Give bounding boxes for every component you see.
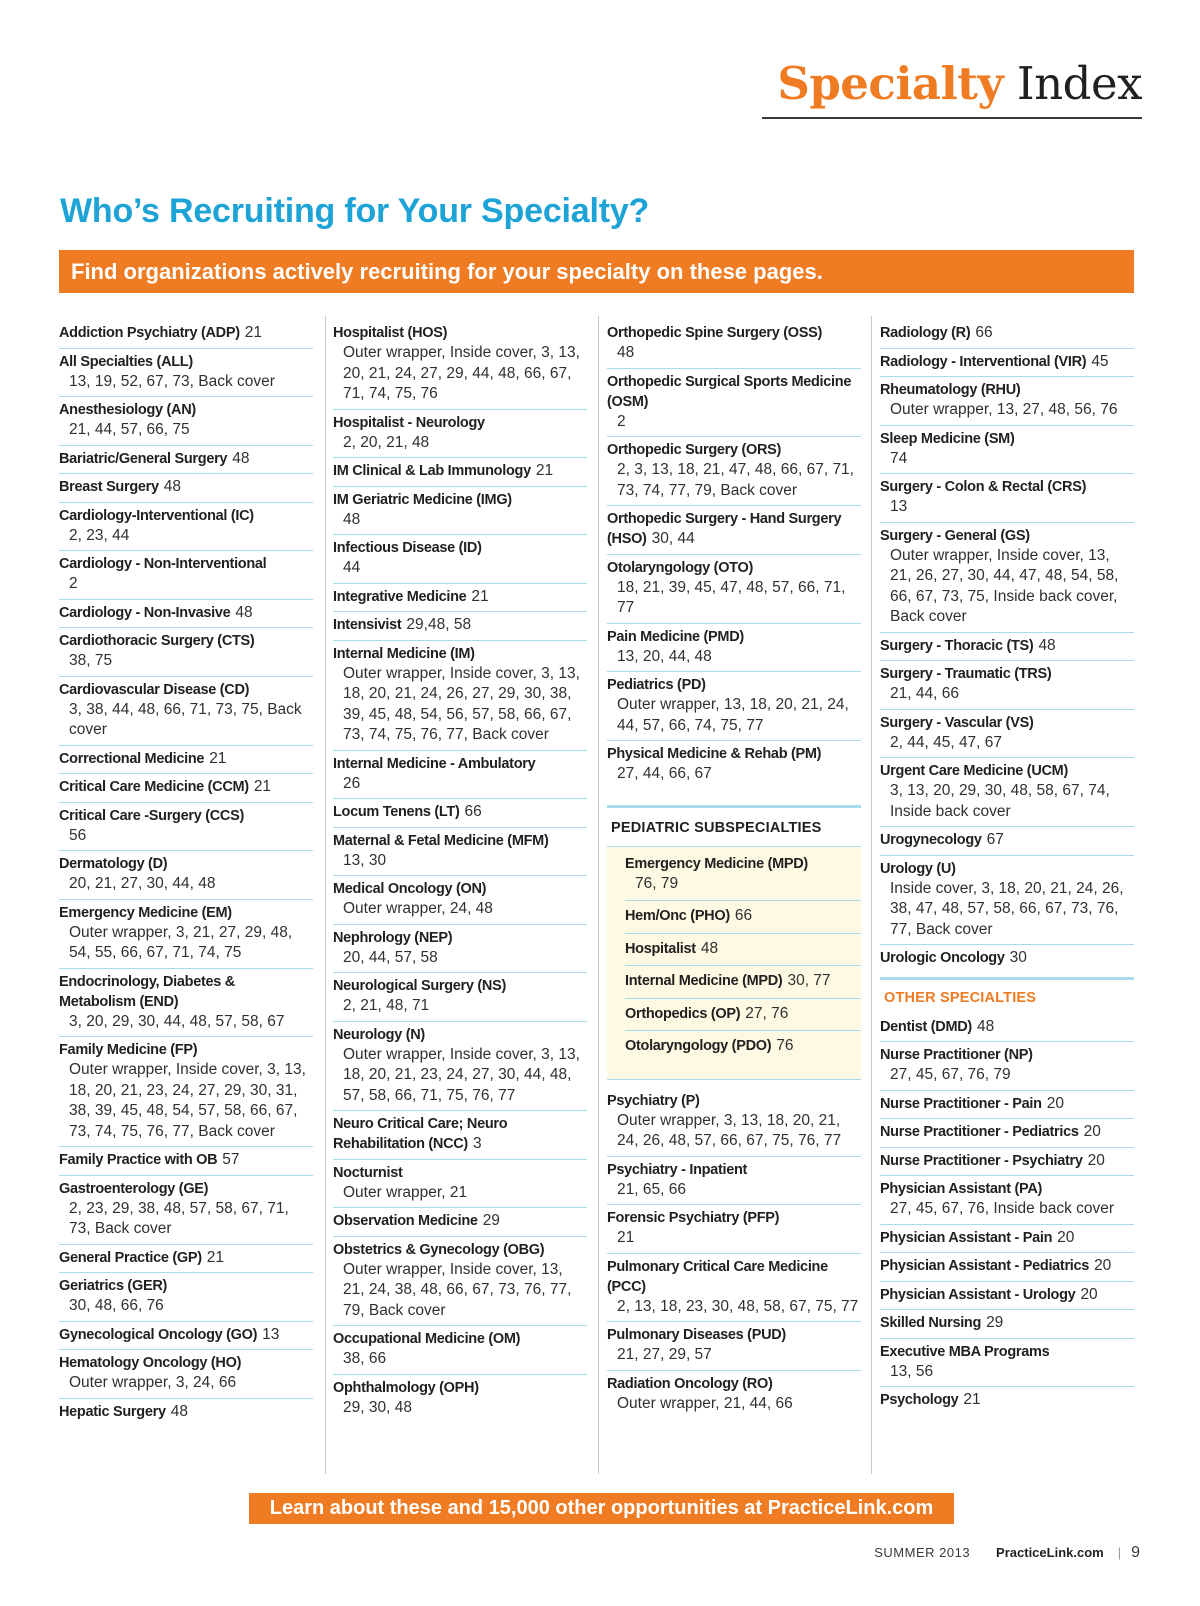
pediatric-subspecialties-heading: PEDIATRIC SUBSPECIALTIES [607, 805, 861, 847]
page-references: 27, 44, 66, 67 [617, 765, 712, 782]
index-entry [607, 1157, 861, 1206]
specialty-name: Observation Medicine [333, 1213, 478, 1229]
index-entry [607, 506, 861, 555]
index-entry [333, 584, 587, 613]
page-references: 2, 21, 48, 71 [343, 997, 430, 1014]
index-entry [59, 600, 313, 629]
index-entry [333, 1022, 587, 1112]
specialty-name: Surgery - Thoracic (TS) [880, 637, 1034, 654]
index-entry [880, 1225, 1134, 1254]
page-references: 66 [975, 324, 993, 341]
page-references: 2, 23, 44 [69, 526, 130, 544]
index-entry [625, 849, 861, 902]
index-entry [59, 1176, 313, 1245]
index-entry [59, 628, 313, 677]
page-references: 48 [343, 510, 361, 528]
specialty-name: Correctional Medicine [59, 750, 205, 767]
index-entry [59, 1245, 313, 1274]
specialty-name: Gastroenterology (GE) [59, 1180, 209, 1197]
index-entry [333, 1375, 587, 1423]
specialty-name: Neuro Critical Care; Neuro Rehabilitation (NCC) [333, 1116, 508, 1152]
index-entry [607, 320, 861, 369]
page-references: 21 [617, 1229, 635, 1246]
page-references: Inside cover, 3, 18, 20, 21, 24, 26, 38, 47, 48, 57, 58, 66, 67, 73, 76, 77, Back cover [890, 879, 1124, 938]
specialty-name: Orthopedic Surgery - Hand Surgery (HSO) [607, 511, 842, 547]
index-entry [333, 612, 587, 641]
index-entry [607, 1254, 861, 1323]
page-references: 20 [1080, 1285, 1098, 1303]
index-entry [59, 969, 313, 1038]
specialty-name: Pain Medicine (PMD) [607, 628, 744, 645]
index-entry [625, 901, 861, 934]
index-entry [59, 320, 313, 349]
page-references: 66 [464, 803, 482, 820]
specialty-name: Gynecological Oncology (GO) [59, 1326, 258, 1343]
specialty-name: Sleep Medicine (SM) [880, 430, 1015, 447]
specialty-name: Physician Assistant (PA) [880, 1181, 1043, 1197]
index-entry [880, 1042, 1134, 1091]
specialty-name: Breast Surgery [59, 479, 159, 495]
index-entry [607, 369, 861, 438]
specialty-name: Pediatrics (PD) [607, 677, 706, 693]
specialty-name: Physician Assistant - Urology [880, 1286, 1076, 1303]
index-entry [607, 624, 861, 673]
specialty-name: Surgery - Traumatic (TRS) [880, 666, 1052, 682]
index-entry [880, 320, 1134, 349]
specialty-name: IM Clinical & Lab Immunology [333, 463, 531, 479]
page-references: 21, 27, 29, 57 [617, 1346, 712, 1363]
page-references: 76 [776, 1037, 794, 1054]
index-entry [625, 934, 861, 967]
page-references: 48 [170, 1402, 188, 1420]
specialty-name: Rheumatology (RHU) [880, 382, 1021, 398]
index-entry [333, 1237, 587, 1327]
issue-date: SUMMER 2013 [874, 1545, 971, 1560]
page-references: 3, 38, 44, 48, 66, 71, 73, 75, Back cover [69, 700, 302, 738]
specialty-name: Anesthesiology (AN) [59, 402, 196, 418]
page-references: Outer wrapper, Inside cover, 13, 21, 24, 38, 48, 66, 67, 73, 76, 77, 79, Back cover [343, 1260, 572, 1319]
page-references: Outer wrapper, 21 [343, 1183, 468, 1201]
index-entry [333, 876, 587, 925]
page-references: 3, 13, 20, 29, 30, 48, 58, 67, 74, Inside back cover [890, 782, 1110, 820]
specialty-name: Obstetrics & Gynecology (OBG) [333, 1241, 545, 1258]
index-entry [607, 1088, 861, 1157]
index-entry [59, 474, 313, 503]
page-references: 21 [209, 749, 227, 767]
page-references: Outer wrapper, 24, 48 [343, 900, 493, 917]
index-entry [333, 458, 587, 487]
specialty-name: Urologic Oncology [880, 950, 1005, 966]
specialty-name: Surgery - Vascular (VS) [880, 714, 1034, 731]
page-references: 48 [163, 478, 182, 495]
page-references: 27, 45, 67, 76, Inside back cover [890, 1200, 1115, 1217]
specialty-name: Cardiology - Non-Invasive [59, 604, 231, 621]
index-entry [880, 1282, 1134, 1311]
specialty-name: Orthopedic Surgery (ORS) [607, 442, 782, 458]
specialty-name: Orthopedic Surgical Sports Medicine (OSM) [607, 373, 852, 410]
page-references: 48 [700, 939, 719, 957]
specialty-name: Nurse Practitioner - Pain [880, 1095, 1042, 1112]
specialty-name: Critical Care Medicine (CCM) [59, 779, 249, 795]
specialty-name: Cardiology-Interventional (IC) [59, 507, 254, 524]
page-references: 20 [1057, 1228, 1075, 1246]
page-references: 20 [1087, 1151, 1105, 1169]
specialty-name: Radiation Oncology (RO) [607, 1375, 773, 1392]
folio-separator: | [1117, 1545, 1122, 1560]
page-references: 13 [890, 498, 908, 515]
index-entry [880, 1148, 1134, 1177]
specialty-name: Locum Tenens (LT) [333, 804, 460, 820]
page-references: 21 [535, 462, 554, 479]
index-column-3 [607, 320, 861, 1418]
specialty-name: Psychiatry - Inpatient [607, 1161, 748, 1178]
specialty-name: Ophthalmology (OPH) [333, 1379, 479, 1396]
masthead-accent-word: Specialty [777, 57, 1004, 110]
specialty-name: Bariatric/General Surgery [59, 450, 228, 467]
specialty-name: General Practice (GP) [59, 1249, 202, 1266]
page-number: 9 [1131, 1544, 1140, 1561]
page-references: 21 [244, 324, 262, 341]
specialty-name: Otolaryngology (OTO) [607, 559, 753, 576]
page-references: Outer wrapper, Inside cover, 3, 13, 20, 21, 24, 27, 29, 44, 48, 66, 67, 71, 74, 75, 76 [343, 344, 580, 402]
page-references: 20 [1094, 1257, 1112, 1274]
folio [874, 1544, 1140, 1562]
specialty-name: Forensic Psychiatry (PFP) [607, 1210, 780, 1226]
page-references: 20, 21, 27, 30, 44, 48 [69, 875, 216, 892]
index-entry [607, 1371, 861, 1419]
page-references: 56 [69, 826, 87, 844]
specialty-name: Orthopedics (OP) [625, 1005, 741, 1022]
specialty-name: Surgery - General (GS) [880, 527, 1030, 544]
masthead-rule [762, 117, 1142, 119]
page-references: 3 [472, 1135, 482, 1152]
page-references: Outer wrapper, 13, 27, 48, 56, 76 [890, 401, 1118, 418]
specialty-name: Internal Medicine - Ambulatory [333, 755, 536, 772]
page-references: Outer wrapper, Inside cover, 3, 13, 18, 20, 21, 23, 24, 27, 30, 44, 48, 57, 58, 66, 71, 75, 76, 77 [343, 1045, 580, 1104]
index-entry [59, 900, 313, 969]
page-references: 48 [235, 603, 253, 621]
index-entry [59, 1037, 313, 1147]
page-references: 21 [963, 1391, 981, 1408]
specialty-name: Emergency Medicine (MPD) [625, 855, 808, 872]
index-entry [59, 446, 313, 475]
specialty-name: Nurse Practitioner - Pediatrics [880, 1124, 1079, 1140]
page-references: 57 [222, 1151, 240, 1168]
page-references: 21 [253, 778, 272, 795]
page-references: 48 [1038, 636, 1056, 654]
specialty-name: Cardiology - Non-Interventional [59, 556, 267, 572]
pediatric-subspecialties-box [607, 847, 861, 1080]
page-references: 2 [69, 575, 78, 592]
index-entry [59, 1399, 313, 1427]
index-entry [333, 751, 587, 800]
index-entry [59, 503, 313, 552]
page-references: Outer wrapper, 3, 21, 27, 29, 48, 54, 55, 66, 67, 71, 74, 75 [69, 923, 293, 961]
specialty-name: Urology (U) [880, 860, 956, 877]
index-entry [880, 1014, 1134, 1043]
index-entry [880, 758, 1134, 827]
specialty-name: Hematology Oncology (HO) [59, 1355, 242, 1371]
index-entry [59, 774, 313, 803]
index-entry [880, 633, 1134, 662]
page-references: 2, 20, 21, 48 [343, 433, 430, 451]
page-references: 30, 48, 66, 76 [69, 1297, 164, 1314]
specialty-name: All Specialties (ALL) [59, 353, 193, 370]
index-entry [333, 641, 587, 751]
specialty-name: Geriatrics (GER) [59, 1278, 168, 1294]
page-references: 29 [482, 1212, 500, 1229]
specialty-name: Otolaryngology (PDO) [625, 1038, 772, 1054]
index-entry [333, 1208, 587, 1237]
index-entry [59, 803, 313, 852]
specialty-name: Skilled Nursing [880, 1315, 982, 1331]
page-references: 21 [206, 1248, 225, 1266]
page-references: 2, 13, 18, 23, 30, 48, 58, 67, 75, 77 [617, 1297, 859, 1315]
specialty-name: Intensivist [333, 617, 402, 633]
index-entry [59, 746, 313, 775]
index-entry [880, 661, 1134, 710]
page-references: 3, 20, 29, 30, 44, 48, 57, 58, 67 [69, 1012, 285, 1030]
page-references: 74 [890, 449, 908, 467]
index-entry [607, 437, 861, 506]
specialty-name: Infectious Disease (ID) [333, 540, 482, 556]
specialty-name: Hepatic Surgery [59, 1403, 166, 1420]
specialty-name: Nephrology (NEP) [333, 929, 453, 946]
specialty-name: Pulmonary Critical Care Medicine (PCC) [607, 1258, 828, 1295]
index-entry [607, 1322, 861, 1371]
page-references: 29 [986, 1314, 1004, 1331]
page-headline: Who’s Recruiting for Your Specialty? [60, 192, 650, 230]
page-references: 18, 21, 39, 45, 47, 48, 57, 66, 71, 77 [617, 578, 846, 616]
page-references: Outer wrapper, Inside cover, 3, 13, 18, 20, 21, 24, 26, 27, 29, 30, 38, 39, 45, 48, 54, 56, 57, 58, 66, 67, 73, 74, 75, 76, 77, Back cover [343, 664, 580, 743]
site-name: PracticeLink.com [996, 1545, 1104, 1560]
index-entry [880, 349, 1134, 378]
page-references: Outer wrapper, 21, 44, 66 [617, 1394, 793, 1412]
masthead [770, 58, 1142, 110]
index-entry [59, 551, 313, 600]
page-references: 30, 77 [787, 972, 831, 989]
footer-banner: Learn about these and 15,000 other opportunities at PracticeLink.com [249, 1493, 954, 1524]
page-references: 21, 44, 57, 66, 75 [69, 421, 190, 438]
index-column-2 [333, 320, 587, 1422]
index-column-1 [59, 320, 313, 1426]
page-references: 2, 3, 13, 18, 21, 47, 48, 66, 67, 71, 73, 74, 77, 79, Back cover [617, 461, 854, 499]
page-references: 66 [734, 907, 753, 924]
specialty-name: Nurse Practitioner - Psychiatry [880, 1152, 1083, 1169]
index-entry [880, 523, 1134, 633]
index-entry [625, 1031, 861, 1063]
specialty-name: Psychiatry (P) [607, 1092, 700, 1109]
index-entry [880, 474, 1134, 523]
specialty-name: Psychology [880, 1392, 959, 1408]
column-divider [871, 316, 872, 1474]
specialty-name: Dermatology (D) [59, 856, 168, 872]
page-references: 20, 44, 57, 58 [343, 948, 438, 966]
index-entry [607, 1205, 861, 1254]
specialty-name: Critical Care -Surgery (CCS) [59, 807, 244, 824]
index-entry [625, 966, 861, 999]
index-entry [607, 741, 861, 789]
column-divider [325, 316, 326, 1474]
index-entry [333, 973, 587, 1022]
masthead-title [770, 58, 1142, 110]
page-references: 45 [1091, 352, 1109, 370]
page-references: Outer wrapper, Inside cover, 13, 21, 26, 27, 30, 44, 47, 48, 54, 58, 66, 67, 73, 75, Inside back cover, Back cover [890, 546, 1119, 625]
index-entry [880, 377, 1134, 426]
index-entry [59, 397, 313, 446]
page-references: 2, 44, 45, 47, 67 [890, 733, 1003, 751]
specialty-name: Physical Medicine & Rehab (PM) [607, 746, 822, 762]
page-references: 27, 45, 67, 76, 79 [890, 1066, 1011, 1083]
masthead-plain-word: Index [1003, 57, 1142, 110]
specialty-name: Urogynecology [880, 832, 982, 848]
index-entry [59, 851, 313, 900]
index-entry [880, 1253, 1134, 1282]
specialty-name: Radiology (R) [880, 325, 971, 341]
specialty-name: Urgent Care Medicine (UCM) [880, 763, 1068, 779]
specialty-name: Emergency Medicine (EM) [59, 904, 232, 921]
index-entry [333, 535, 587, 584]
page-references: 13, 56 [890, 1362, 934, 1380]
specialty-name: Cardiovascular Disease (CD) [59, 681, 250, 698]
page-references: 13, 19, 52, 67, 73, Back cover [69, 372, 275, 390]
page-references: 26 [343, 774, 361, 792]
column-3-continued [607, 1080, 861, 1419]
page-references: 38, 66 [343, 1350, 387, 1367]
page-references: 44 [343, 559, 361, 576]
specialty-name: Nocturnist [333, 1164, 403, 1181]
page-references: 29,48, 58 [406, 616, 472, 633]
specialty-name: Family Medicine (FP) [59, 1042, 198, 1058]
specialty-name: Hospitalist - Neurology [333, 414, 485, 431]
specialty-name: Neurology (N) [333, 1026, 425, 1043]
index-entry [333, 925, 587, 974]
index-entry [880, 1176, 1134, 1225]
index-entry [333, 828, 587, 877]
specialty-name: Nurse Practitioner (NP) [880, 1047, 1033, 1063]
specialty-name: Maternal & Fetal Medicine (MFM) [333, 832, 549, 849]
specialty-name: Executive MBA Programs [880, 1343, 1050, 1360]
page-references: 13, 20, 44, 48 [617, 647, 712, 665]
index-entry [333, 1160, 587, 1209]
index-entry [880, 1310, 1134, 1339]
page-references: 30 [1009, 949, 1027, 966]
specialty-name: Cardiothoracic Surgery (CTS) [59, 633, 255, 649]
specialty-name: Family Practice with OB [59, 1152, 218, 1168]
index-entry [59, 1350, 313, 1399]
index-entry [59, 1322, 313, 1351]
specialty-name: Internal Medicine (MPD) [625, 973, 783, 989]
specialty-name: IM Geriatric Medicine (IMG) [333, 491, 512, 508]
specialty-name: Hospitalist (HOS) [333, 325, 448, 341]
index-entry [880, 945, 1134, 973]
page-references: 13 [262, 1325, 280, 1343]
specialty-name: Radiology - Interventional (VIR) [880, 353, 1087, 370]
specialty-name: Physician Assistant - Pain [880, 1229, 1053, 1246]
page-references: 30, 44 [651, 530, 695, 547]
page-references: 20 [1046, 1094, 1064, 1112]
page-references: 21 [471, 587, 489, 605]
index-entry [333, 410, 587, 459]
page-references: 27, 76 [745, 1004, 789, 1022]
specialty-name: Surgery - Colon & Rectal (CRS) [880, 479, 1087, 495]
index-entry [607, 555, 861, 624]
specialty-name: Hospitalist [625, 940, 696, 957]
specialty-name: Occupational Medicine (OM) [333, 1331, 521, 1347]
specialty-name: Endocrinology, Diabetes & Metabolism (END) [59, 973, 235, 1010]
page-references: 29, 30, 48 [343, 1398, 412, 1416]
page-references: 2 [617, 412, 626, 430]
index-entry [880, 1091, 1134, 1120]
index-entry [880, 1119, 1134, 1148]
index-entry [625, 999, 861, 1032]
page-references: Outer wrapper, Inside cover, 3, 13, 18, 20, 21, 23, 24, 27, 29, 30, 31, 38, 39, 45, 48, 54, 57, 58, 66, 67, 73, 74, 75, 76, 77, Back cover [69, 1061, 306, 1140]
index-entry [333, 1326, 587, 1375]
page-references: Outer wrapper, 13, 18, 20, 21, 24, 44, 57, 66, 74, 75, 77 [617, 696, 849, 734]
page-references: 38, 75 [69, 652, 113, 669]
index-entry [880, 1387, 1134, 1415]
index-entry [59, 349, 313, 398]
specialty-name: Orthopedic Spine Surgery (OSS) [607, 325, 822, 341]
index-entry [880, 856, 1134, 946]
index-entry [333, 487, 587, 536]
index-entry [607, 672, 861, 741]
index-entry [333, 799, 587, 828]
page-references: 48 [976, 1017, 995, 1035]
page-references: 21, 44, 66 [890, 685, 959, 702]
page-references: 13, 30 [343, 851, 387, 869]
specialty-name: Neurological Surgery (NS) [333, 978, 506, 994]
column-divider [598, 316, 599, 1474]
page-references: 76, 79 [635, 874, 679, 892]
page-references: 67 [986, 831, 1004, 848]
index-entry [59, 677, 313, 746]
index-entry [59, 1147, 313, 1176]
index-entry [880, 1339, 1134, 1388]
intro-banner: Find organizations actively recruiting for your specialty on these pages. [59, 250, 1134, 293]
page-references: 2, 23, 29, 38, 48, 57, 58, 67, 71, 73, Back cover [69, 1199, 289, 1237]
specialty-name: Physician Assistant - Pediatrics [880, 1258, 1090, 1274]
page-references: Outer wrapper, 3, 13, 18, 20, 21, 24, 26, 48, 57, 66, 67, 75, 76, 77 [617, 1111, 842, 1149]
page-references: 48 [617, 344, 635, 361]
other-specialties-heading: OTHER SPECIALTIES [880, 977, 1134, 1014]
index-entry [880, 426, 1134, 475]
page-references: 21, 65, 66 [617, 1180, 686, 1198]
page-references: Outer wrapper, 3, 24, 66 [69, 1374, 237, 1391]
index-entry [333, 320, 587, 410]
specialty-name: Addiction Psychiatry (ADP) [59, 325, 240, 341]
specialty-name: Medical Oncology (ON) [333, 881, 487, 897]
specialty-name: Dentist (DMD) [880, 1018, 972, 1035]
specialty-name: Internal Medicine (IM) [333, 645, 475, 662]
specialty-name: Pulmonary Diseases (PUD) [607, 1327, 786, 1343]
index-column-4 [880, 320, 1134, 1415]
specialty-name: Integrative Medicine [333, 588, 467, 605]
index-entry [59, 1273, 313, 1322]
page-references: 20 [1083, 1123, 1101, 1140]
index-entry [880, 827, 1134, 856]
page-references: 48 [232, 449, 250, 467]
index-entry [333, 1111, 587, 1160]
index-entry [880, 710, 1134, 759]
specialty-name: Hem/Onc (PHO) [625, 908, 730, 924]
